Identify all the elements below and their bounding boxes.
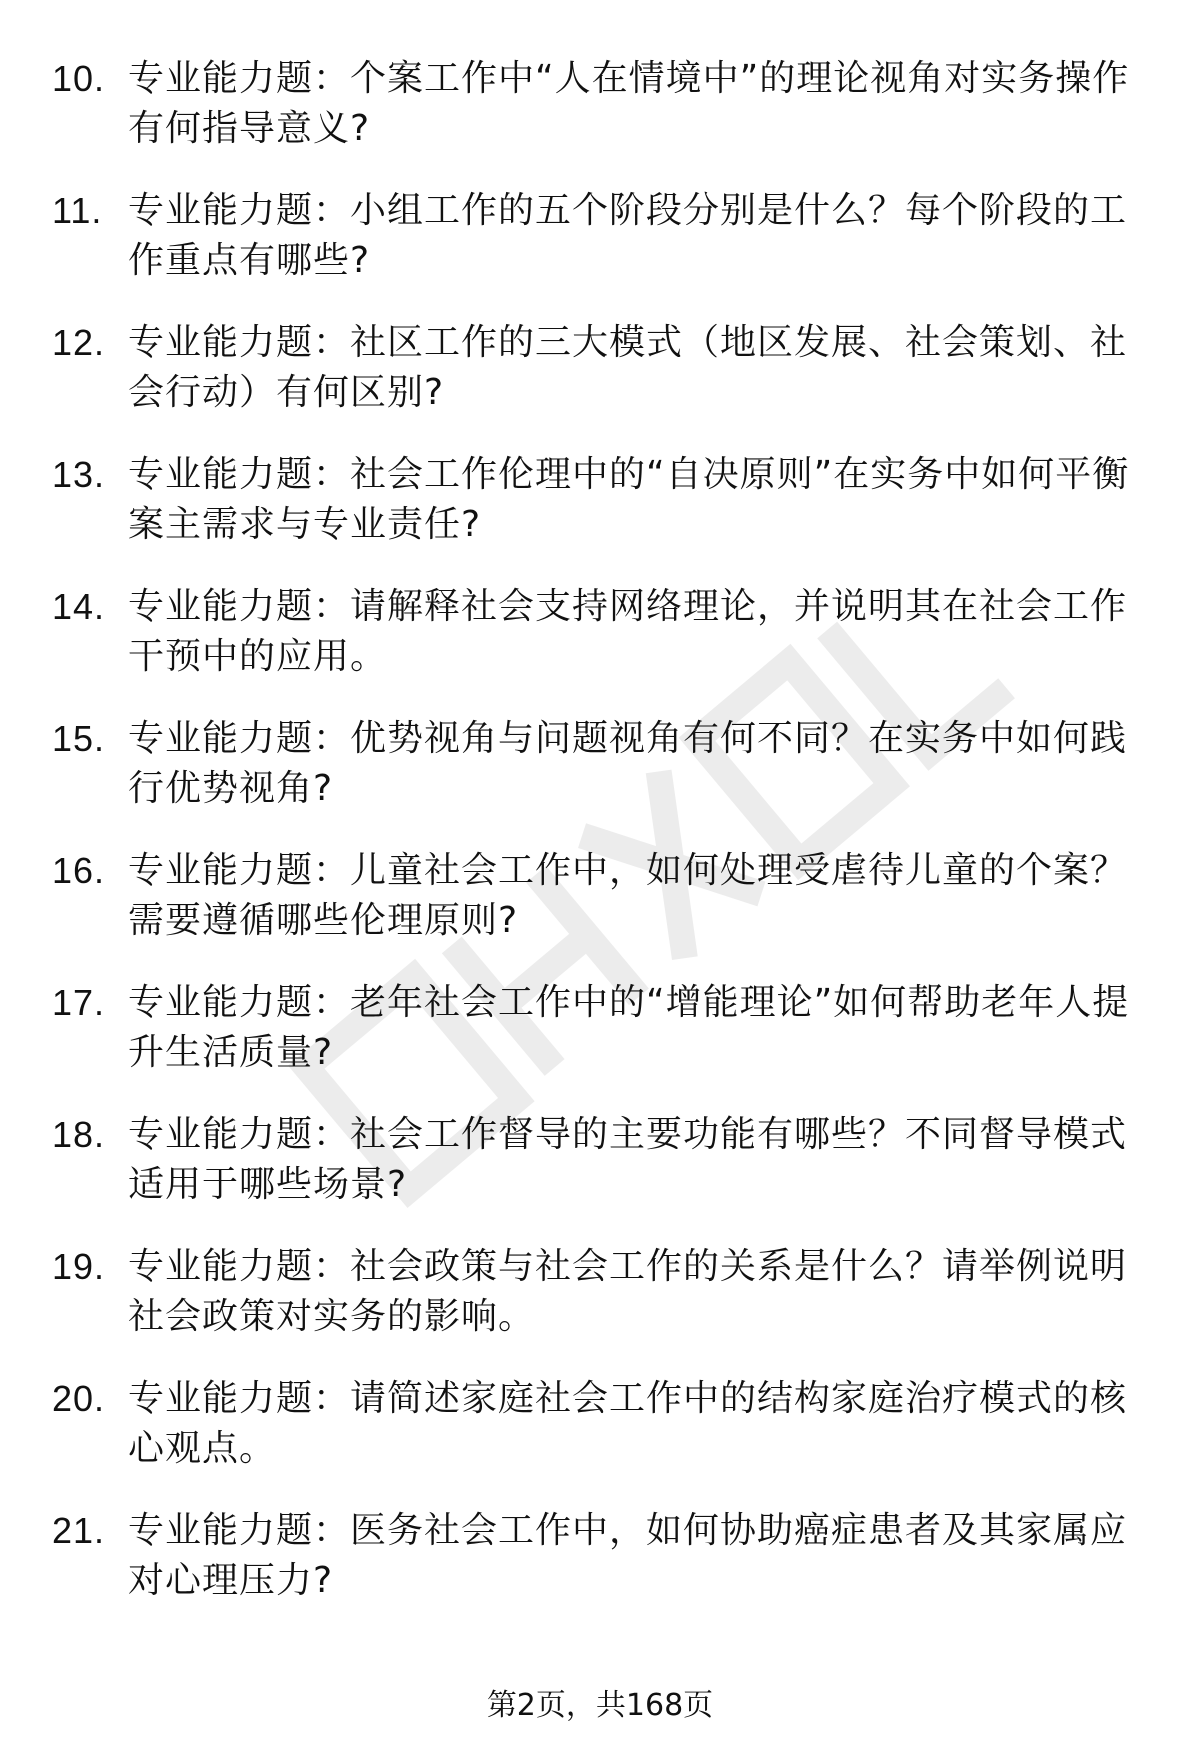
question-text: 专业能力题：社会政策与社会工作的关系是什么？请举例说明社会政策对实务的影响。 [128, 1246, 1128, 1337]
page-footer: 第2页，共168页 [486, 1688, 714, 1723]
list-item [52, 714, 1152, 814]
question-number: 10. [52, 58, 106, 99]
question-number: 11. [52, 190, 103, 231]
question-number: 20. [52, 1378, 106, 1419]
question-text: 专业能力题：老年社会工作中的“增能理论”如何帮助老年人提升生活质量? [128, 982, 1130, 1073]
question-number: 21. [52, 1510, 106, 1551]
question-text: 专业能力题：请解释社会支持网络理论，并说明其在社会工作干预中的应用。 [128, 586, 1128, 677]
question-text: 专业能力题：儿童社会工作中，如何处理受虐待儿童的个案？需要遵循哪些伦理原则? [128, 850, 1128, 941]
list-item [52, 1110, 1152, 1210]
question-text: 专业能力题：社会工作伦理中的“自决原则”在实务中如何平衡案主需求与专业责任? [128, 454, 1130, 545]
question-text: 专业能力题：医务社会工作中，如何协助癌症患者及其家属应对心理压力? [128, 1510, 1128, 1601]
list-item [52, 582, 1152, 682]
list-item [52, 54, 1152, 154]
question-number: 12. [52, 322, 106, 363]
question-number: 17. [52, 982, 106, 1023]
question-number: 19. [52, 1246, 106, 1287]
question-list [52, 54, 1152, 1638]
question-text: 专业能力题：小组工作的五个阶段分别是什么？每个阶段的工作重点有哪些? [128, 190, 1128, 281]
question-text: 专业能力题：个案工作中“人在情境中”的理论视角对实务操作有何指导意义? [128, 58, 1130, 149]
list-item [52, 978, 1152, 1078]
question-number: 16. [52, 850, 106, 891]
list-item [52, 1242, 1152, 1342]
list-item [52, 450, 1152, 550]
question-text: 专业能力题：社区工作的三大模式（地区发展、社会策划、社会行动）有何区别? [128, 322, 1128, 413]
list-item [52, 186, 1152, 286]
list-item [52, 1506, 1152, 1606]
list-item [52, 1374, 1152, 1474]
question-number: 15. [52, 718, 106, 759]
list-item [52, 846, 1152, 946]
question-number: 14. [52, 586, 106, 627]
question-text: 专业能力题：社会工作督导的主要功能有哪些？不同督导模式适用于哪些场景? [128, 1114, 1128, 1205]
list-item [52, 318, 1152, 418]
question-number: 18. [52, 1114, 106, 1155]
question-text: 专业能力题：请简述家庭社会工作中的结构家庭治疗模式的核心观点。 [128, 1378, 1128, 1469]
question-text: 专业能力题：优势视角与问题视角有何不同？在实务中如何践行优势视角? [128, 718, 1128, 809]
question-number: 13. [52, 454, 106, 495]
